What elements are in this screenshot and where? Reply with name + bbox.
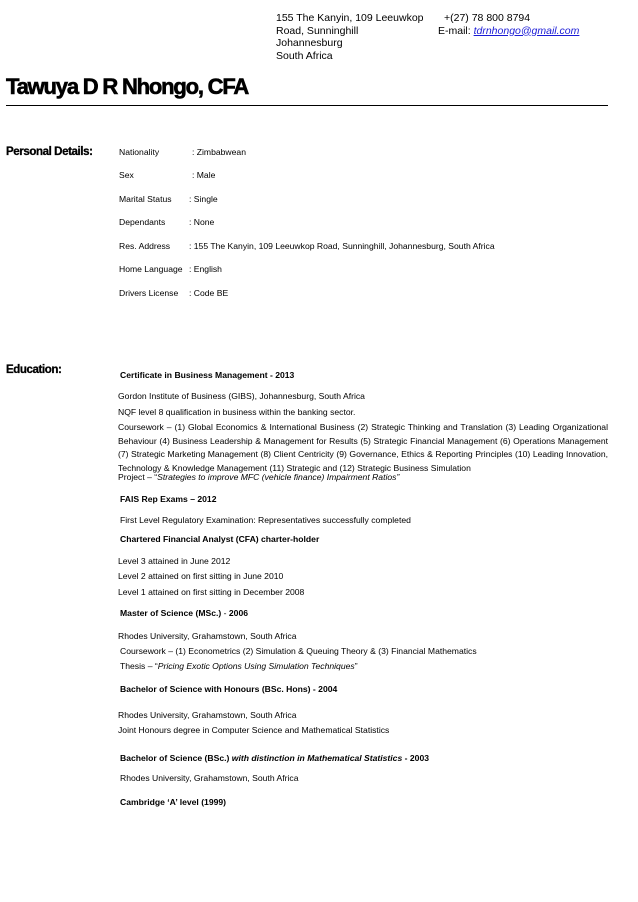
- detail-row-nationality: [119, 147, 246, 157]
- cfa-level-3: Level 3 attained in June 2012: [118, 556, 231, 566]
- cert-coursework: Coursework – (1) Global Economics & International Business (2) Strategic Thinking and Translation (3) Leading Organizational Behaviour (4) Business Leadership & Management for Results (5) Strategic Financial Management (6) Operations Management (7) Strategic Marketing Management (8) Client Centricity (9) Governance, Ethics & Reporting Principles (10) Leading Innovation, Technology & Knowledge Management (11) Strategic and (12) Strategic Business Simulation: [118, 422, 608, 473]
- cfa-level-1: Level 1 attained on first sitting in December 2008: [118, 587, 305, 597]
- cfa-heading-text: Chartered Financial Analyst (CFA) charter-holder: [120, 534, 320, 544]
- msc-thesis-title: Pricing Exotic Options Using Simulation Techniques: [157, 661, 355, 671]
- msc-thesis: [120, 660, 610, 674]
- detail-value: : Zimbabwean: [192, 147, 246, 157]
- phone-number: +(27) 78 800 8794: [444, 12, 531, 24]
- cfa-level-2: Level 2 attained on first sitting in June 2010: [118, 571, 284, 581]
- hons-heading: [120, 683, 610, 697]
- address-line-2: Road, Sunninghill: [276, 24, 359, 37]
- detail-value: : Code BE: [189, 288, 229, 298]
- detail-label: Sex: [119, 170, 134, 180]
- detail-value: : Single: [189, 194, 218, 204]
- fais-heading: [120, 493, 610, 507]
- msc-heading-c: 2006: [228, 608, 249, 618]
- detail-row-drivers-license: [119, 288, 228, 298]
- msc-thesis-end: ”: [354, 661, 358, 671]
- detail-label: Marital Status: [119, 194, 172, 204]
- detail-value: : English: [189, 264, 222, 274]
- header-divider: [6, 105, 608, 106]
- cert-heading-text: Certificate in Business Management - 2013: [120, 370, 295, 380]
- detail-row-res-address: [119, 241, 495, 251]
- detail-label: Nationality: [119, 147, 160, 157]
- bsc-heading-b: with distinction in Mathematical Statistics: [231, 753, 403, 763]
- cert-nqf: NQF level 8 qualification in business within the banking sector.: [118, 407, 356, 417]
- cert-institution: Gordon Institute of Business (GIBS), Johannesburg, South Africa: [118, 391, 365, 401]
- hons-institution: Rhodes University, Grahamstown, South Africa: [118, 710, 297, 720]
- detail-row-dependants: [119, 217, 214, 227]
- email-row: [438, 25, 579, 38]
- cfa-heading: [120, 533, 610, 547]
- fais-heading-text: FAIS Rep Exams – 2012: [120, 494, 217, 504]
- person-name: Tawuya D R Nhongo, CFA: [6, 74, 249, 99]
- msc-coursework: Coursework – (1) Econometrics (2) Simulation & Queuing Theory & (3) Financial Mathematics: [120, 646, 477, 656]
- msc-thesis-label: Thesis – “: [120, 661, 158, 671]
- bsc-heading-a: Bachelor of Science (BSc.): [120, 753, 232, 763]
- education-title: Education:: [6, 364, 62, 376]
- detail-row-marital-status: [119, 194, 218, 204]
- msc-heading-a: Master of Science (MSc.): [120, 608, 222, 618]
- bsc-institution: Rhodes University, Grahamstown, South Africa: [120, 773, 299, 783]
- detail-row-home-language: [119, 264, 222, 274]
- msc-heading-b: -: [221, 608, 229, 618]
- contact-block: [276, 12, 580, 62]
- detail-value: : None: [189, 217, 215, 227]
- email-link[interactable]: tdrnhongo@gmail.com: [473, 24, 580, 37]
- detail-label: Dependants: [119, 217, 166, 227]
- alevel-heading: [120, 796, 610, 810]
- cert-heading: [120, 369, 610, 383]
- cert-project-title: Strategies to improve MFC (vehicle finance) Impairment Ratios”: [157, 472, 400, 482]
- alevel-heading-text: Cambridge ‘A’ level (1999): [120, 797, 227, 807]
- personal-details-title: Personal Details:: [6, 146, 93, 158]
- bsc-heading: [120, 752, 610, 766]
- cert-project-label: Project – “: [118, 472, 158, 482]
- detail-value: : 155 The Kanyin, 109 Leeuwkop Road, Sunninghill, Johannesburg, South Africa: [189, 241, 495, 251]
- cert-project: [118, 471, 608, 485]
- email-label: E-mail:: [438, 24, 471, 37]
- detail-label: Drivers License: [119, 288, 179, 298]
- detail-label: Res. Address: [119, 241, 171, 251]
- address-line-1: 155 The Kanyin, 109 Leeuwkop: [276, 12, 424, 24]
- hons-description: Joint Honours degree in Computer Science and Mathematical Statistics: [118, 725, 390, 735]
- detail-row-sex: [119, 170, 215, 180]
- msc-heading: [120, 607, 610, 621]
- contact-row-1: [276, 12, 576, 25]
- bsc-heading-c: - 2003: [402, 753, 430, 763]
- address-line-3: Johannesburg: [276, 37, 343, 49]
- fais-line: First Level Regulatory Examination: Representatives successfully completed: [120, 515, 411, 525]
- hons-heading-text: Bachelor of Science with Honours (BSc. Hons) - 2004: [120, 684, 338, 694]
- msc-institution: Rhodes University, Grahamstown, South Africa: [118, 631, 297, 641]
- detail-value: : Male: [192, 170, 216, 180]
- detail-label: Home Language: [119, 264, 183, 274]
- address-line-4: South Africa: [276, 49, 333, 62]
